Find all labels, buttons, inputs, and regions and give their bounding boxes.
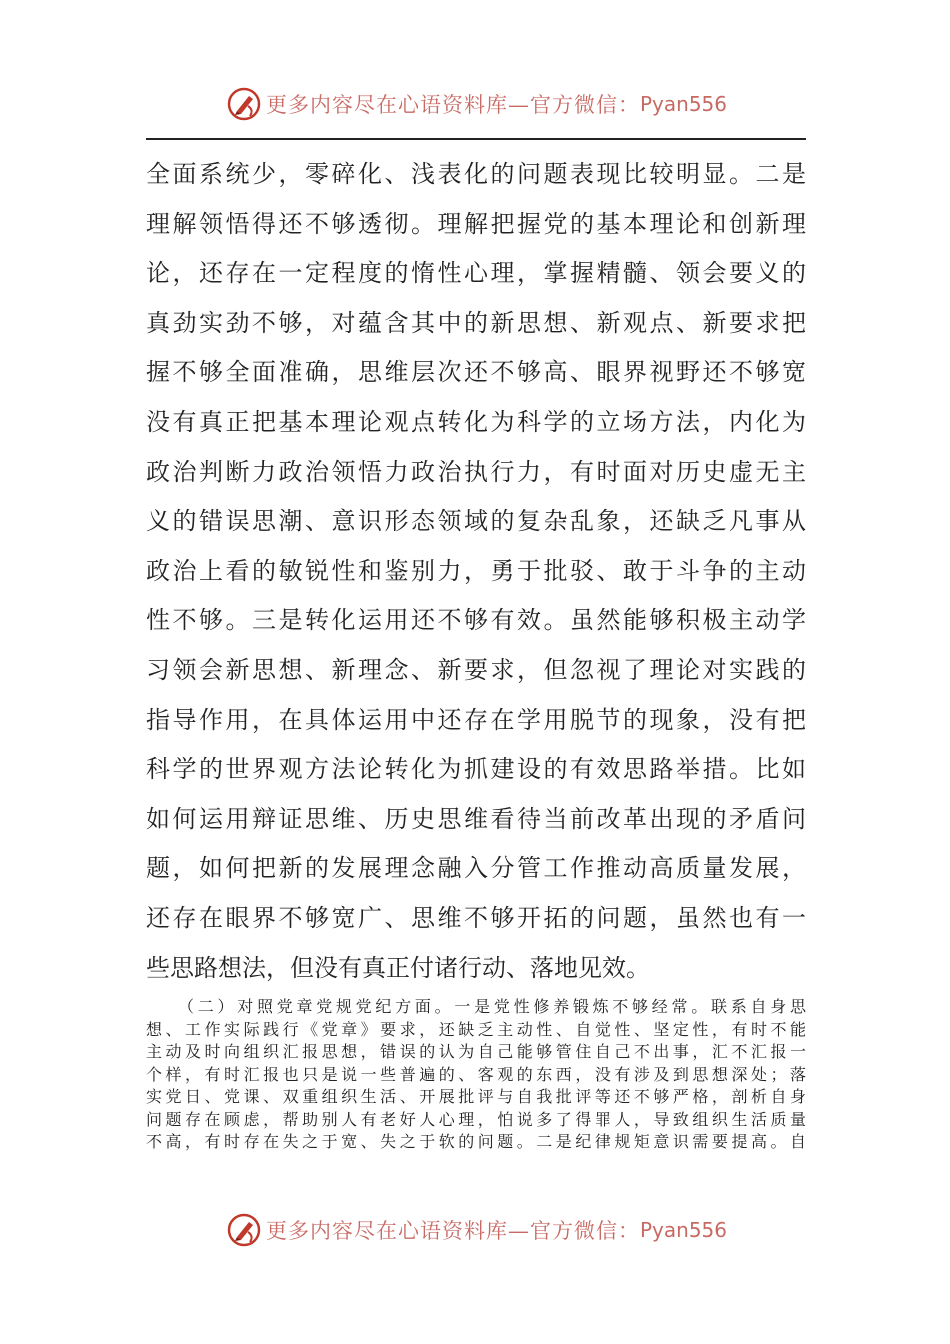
paragraph-line: 论，还存在一定程度的惰性心理，掌握精髓、领会要义的	[146, 259, 806, 288]
footer-banner-text: 更多内容尽在心语资料库—官方微信：	[266, 1219, 640, 1243]
section-two-paragraph	[146, 996, 806, 1154]
footer-banner	[0, 1210, 950, 1250]
main-paragraph	[146, 150, 806, 993]
paragraph-line: 想、工作实际践行《党章》要求，还缺乏主动性、自觉性、坚定性，有时不能	[146, 1019, 806, 1039]
paragraph-line: 理解领悟得还不够透彻。理解把握党的基本理论和创新理	[146, 209, 806, 238]
paragraph-line: 握不够全面准确，思维层次还不够高、眼界视野还不够宽	[146, 358, 806, 387]
header-divider	[146, 138, 806, 140]
paragraph-line: 指导作用，在具体运用中还存在学用脱节的现象，没有把	[146, 705, 806, 734]
paragraph-line: 实党日、党课、双重组织生活、开展批评与自我批评等还不够严格，剖析自身	[146, 1087, 806, 1106]
paragraph-line: 题，如何把新的发展理念融入分管工作推动高质量发展，	[146, 854, 806, 883]
paragraph-line: 政治上看的敏锐性和鉴别力，勇于批驳、敢于斗争的主动	[146, 556, 806, 585]
pen-logo-icon	[226, 86, 262, 122]
paragraph-line: 如何运用辩证思维、历史思维看待当前改革出现的矛盾问	[146, 804, 806, 833]
pen-logo-icon	[226, 1212, 262, 1248]
paragraph-line: 些思路想法，但没有真正付诸行动、落地见效。	[146, 953, 650, 982]
paragraph-line: 性不够。三是转化运用还不够有效。虽然能够积极主动学	[146, 606, 806, 635]
header-banner-text: 更多内容尽在心语资料库—官方微信：	[266, 93, 640, 117]
paragraph-line: 主动及时向组织汇报思想，错误的认为自己能够管住自己不出事，汇不汇报一	[146, 1042, 806, 1061]
header-wechat-id: Pyan556	[640, 92, 728, 116]
paragraph-line: 个样，有时汇报也只是说一些普遍的、客观的东西，没有涉及到思想深处；落	[146, 1064, 806, 1084]
header-banner	[0, 84, 950, 124]
section-two-heading-line: （二）对照党章党规党纪方面。一是党性修养锻炼不够经常。联系自身思	[178, 997, 806, 1016]
paragraph-line: 真劲实劲不够，对蕴含其中的新思想、新观点、新要求把	[146, 308, 806, 337]
footer-wechat-id: Pyan556	[640, 1218, 728, 1242]
paragraph-line: 义的错误思潮、意识形态领域的复杂乱象，还缺乏凡事从	[146, 507, 806, 536]
paragraph-line: 不高，有时存在失之于宽、失之于软的问题。二是纪律规矩意识需要提高。自	[146, 1132, 806, 1151]
paragraph-line: 全面系统少，零碎化、浅表化的问题表现比较明显。二是	[146, 160, 806, 188]
paragraph-line: 还存在眼界不够宽广、思维不够开拓的问题，虽然也有一	[146, 903, 806, 932]
paragraph-line: 没有真正把基本理论观点转化为科学的立场方法，内化为	[146, 407, 806, 436]
paragraph-line: 习领会新思想、新理念、新要求，但忽视了理论对实践的	[146, 655, 806, 684]
paragraph-line: 政治判断力政治领悟力政治执行力，有时面对历史虚无主	[146, 457, 806, 486]
paragraph-line: 问题存在顾虑，帮助别人有老好人心理，怕说多了得罪人，导致组织生活质量	[146, 1109, 806, 1129]
paragraph-line: 科学的世界观方法论转化为抓建设的有效思路举措。比如	[146, 755, 806, 784]
